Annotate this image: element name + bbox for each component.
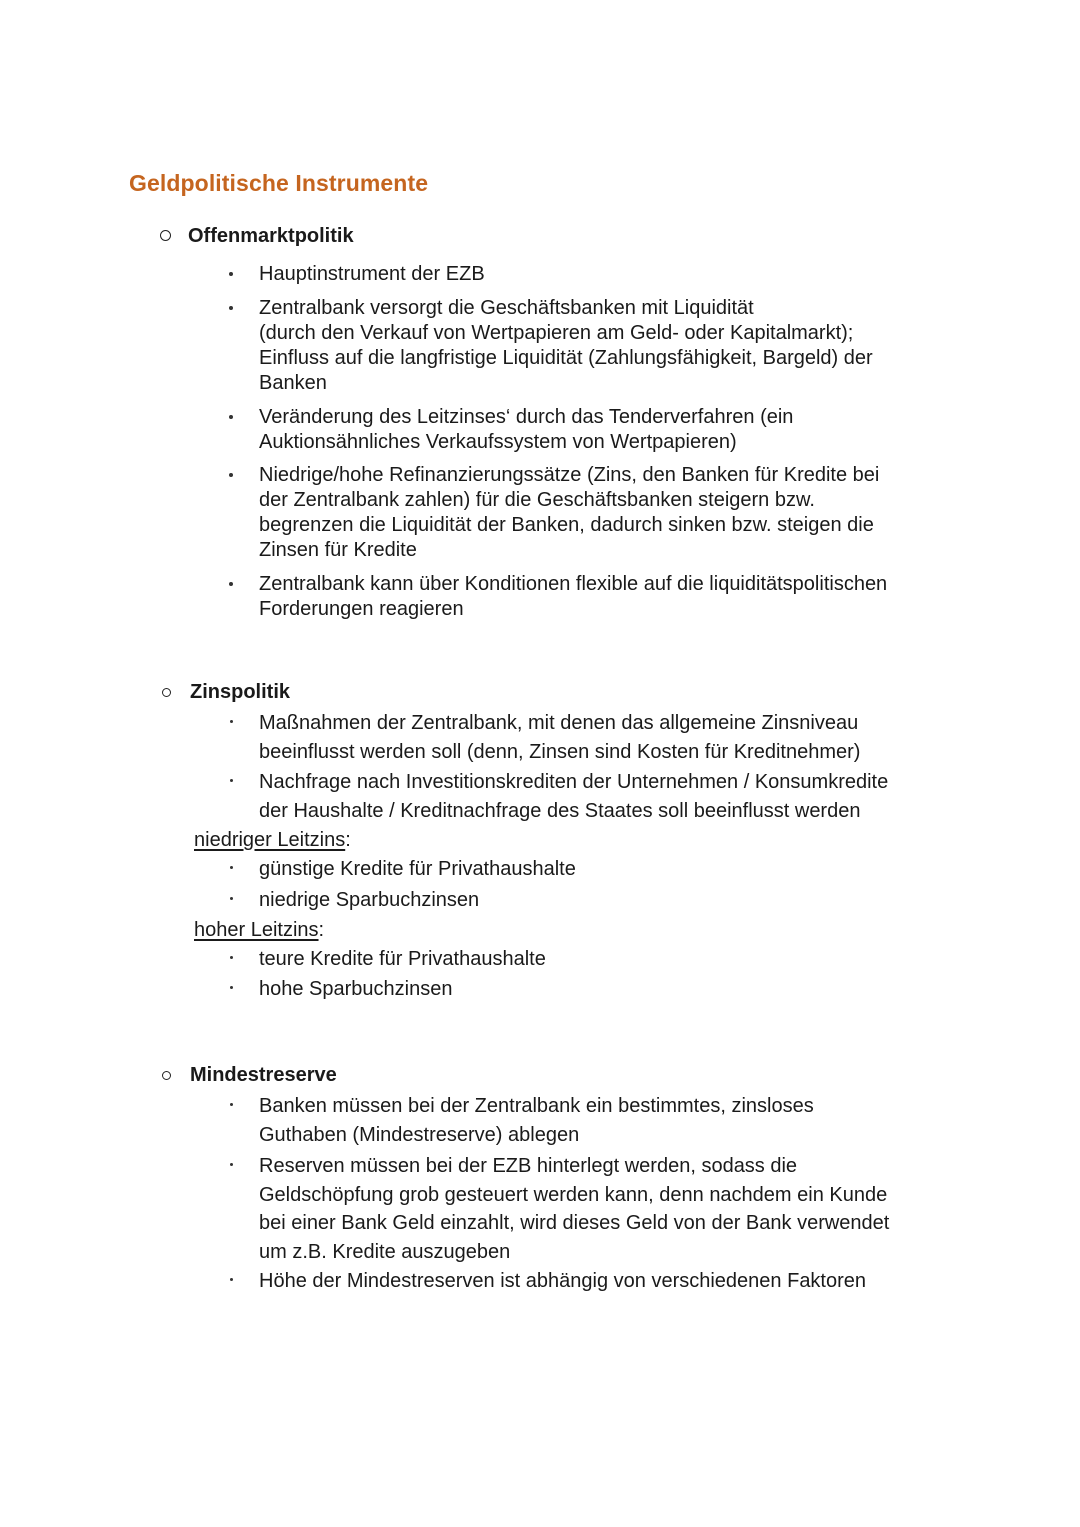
bullet-dot-icon xyxy=(229,473,233,477)
list-item xyxy=(259,886,959,915)
group-label-text: niedriger Leitzins xyxy=(194,829,346,851)
list-item xyxy=(259,405,959,455)
list-item-line: Zentralbank versorgt die Geschäftsbanken mit Liquidität xyxy=(259,297,754,319)
list-item-line: Guthaben (Mindestreserve) ablegen xyxy=(259,1123,580,1146)
group-label-colon: : xyxy=(345,829,351,851)
list-item-line: Geldschöpfung grob gesteuert werden kann, denn nachdem ein Kunde xyxy=(259,1183,888,1206)
list-item-line: teure Kredite für Privathaushalte xyxy=(259,948,546,970)
circle-bullet-icon xyxy=(160,230,171,241)
list-item-line: bei einer Bank Geld einzahlt, wird dieses Geld von der Bank verwendet xyxy=(259,1212,890,1234)
list-item-line: Nachfrage nach Investitionskrediten der Unternehmen / Konsumkredite xyxy=(259,771,889,793)
bullet-dot-icon xyxy=(230,866,233,869)
section-heading-text: Zinspolitik xyxy=(190,681,290,703)
list-item-line: der Zentralbank zahlen) für die Geschäftsbanken steigern bzw. xyxy=(259,489,815,511)
list-item xyxy=(259,1092,959,1149)
list-item-line: um z.B. Kredite auszugeben xyxy=(259,1240,511,1263)
group-label-colon: : xyxy=(318,919,325,941)
list-item-line: Banken xyxy=(259,372,327,394)
list-item-line: Höhe der Mindestreserven ist abhängig von verschiedenen Faktoren xyxy=(259,1270,867,1292)
section-heading-text: Mindestreserve xyxy=(190,1064,337,1086)
list-item-line: Zentralbank kann über Konditionen flexible auf die liquiditätspolitischen xyxy=(259,573,888,595)
section-heading-text: Offenmarktpolitik xyxy=(188,225,354,247)
list-item xyxy=(259,262,959,287)
bullet-dot-icon xyxy=(229,582,233,586)
group-label-niedriger-leitzins xyxy=(194,826,351,854)
bullet-dot-icon xyxy=(229,272,233,276)
list-item-line: hohe Sparbuchzinsen xyxy=(259,978,453,1000)
list-item-line: günstige Kredite für Privathaushalte xyxy=(259,858,576,880)
section-heading-offenmarktpolitik xyxy=(160,225,354,248)
list-item-line: beeinflusst werden soll (denn, Zinsen sind Kosten für Kreditnehmer) xyxy=(259,740,861,763)
list-item xyxy=(259,1152,959,1266)
list-item xyxy=(259,768,959,825)
page-title: Geldpolitische Instrumente xyxy=(129,170,429,196)
list-item-line: Hauptinstrument der EZB xyxy=(259,263,485,285)
list-item xyxy=(259,975,959,1004)
bullet-dot-icon xyxy=(229,306,233,310)
list-item xyxy=(259,296,959,396)
list-item xyxy=(259,1267,959,1296)
list-item-line: Niedrige/hohe Refinanzierungssätze (Zins, den Banken für Kredite bei xyxy=(259,464,880,486)
circle-bullet-icon xyxy=(162,1071,171,1080)
list-item xyxy=(259,572,959,622)
list-item-line: Reserven müssen bei der EZB hinterlegt werden, sodass die xyxy=(259,1155,798,1177)
circle-bullet-icon xyxy=(162,688,171,697)
list-item xyxy=(259,945,959,974)
bullet-dot-icon xyxy=(229,415,233,419)
bullet-dot-icon xyxy=(230,956,233,959)
list-item-line: begrenzen die Liquidität der Banken, dadurch sinken bzw. steigen die xyxy=(259,514,874,536)
list-item xyxy=(259,463,959,563)
list-item-line: (durch den Verkauf von Wertpapieren am Geld- oder Kapitalmarkt); xyxy=(259,322,854,344)
bullet-dot-icon xyxy=(230,986,233,989)
bullet-dot-icon xyxy=(230,1103,233,1106)
bullet-dot-icon xyxy=(230,1278,233,1281)
list-item-line: niedrige Sparbuchzinsen xyxy=(259,889,480,911)
bullet-dot-icon xyxy=(230,897,233,900)
list-item-line: Forderungen reagieren xyxy=(259,598,464,620)
list-item-line: Maßnahmen der Zentralbank, mit denen das allgemeine Zinsniveau xyxy=(259,712,859,734)
list-item-line: Veränderung des Leitzinses‘ durch das Tenderverfahren (ein xyxy=(259,406,794,428)
list-item xyxy=(259,855,959,884)
bullet-dot-icon xyxy=(230,1163,233,1166)
list-item-line: Auktionsähnliches Verkaufssystem von Wertpapieren) xyxy=(259,431,737,453)
list-item-line: der Haushalte / Kreditnachfrage des Staates soll beeinflusst werden xyxy=(259,799,861,822)
group-label-hoher-leitzins xyxy=(194,916,324,944)
list-item-line: Banken müssen bei der Zentralbank ein bestimmtes, zinsloses xyxy=(259,1095,814,1117)
section-heading-mindestreserve xyxy=(160,1064,337,1087)
section-heading-zinspolitik xyxy=(160,681,290,704)
bullet-dot-icon xyxy=(230,720,233,723)
list-item-line: Einfluss auf die langfristige Liquidität (Zahlungsfähigkeit, Bargeld) der xyxy=(259,347,873,369)
list-item xyxy=(259,709,959,766)
group-label-text: hoher Leitzins xyxy=(194,919,319,941)
bullet-dot-icon xyxy=(230,779,233,782)
list-item-line: Zinsen für Kredite xyxy=(259,539,417,561)
